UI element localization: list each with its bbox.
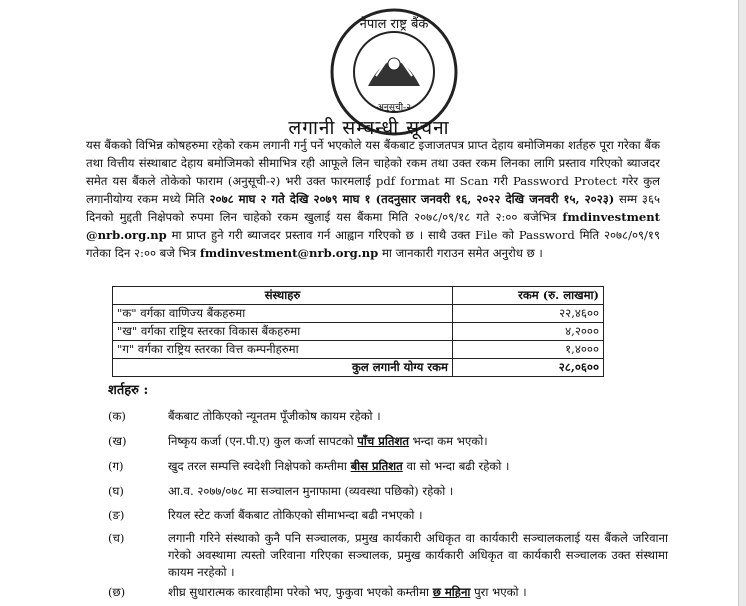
condition-mark: (ङ)	[108, 508, 125, 522]
password-email: fmdinvestment@nrb.org.np	[199, 246, 379, 260]
header-amount: रकम (रु. लाखमा)	[453, 287, 604, 305]
condition-emphasis: बीस प्रतिशत	[350, 459, 403, 473]
condition-mark: (घ)	[108, 484, 124, 498]
condition-text: शीघ्र सुधारात्मक कारवाहीमा परेको भए, फुकुवा भएको कम्तीमा	[168, 585, 429, 599]
table-row	[113, 305, 604, 323]
table-header-row	[113, 287, 604, 305]
condition-text-end: वा सो भन्दा बढी रहेको ।	[406, 459, 510, 473]
row-label: "क" वर्गका वाणिज्य बैंकहरुमा	[113, 305, 453, 323]
row-amount: २२,४६००	[453, 305, 604, 323]
table-row	[113, 341, 604, 359]
intro-text-1: यस बैंकको विभिन्न कोषहरुमा रहेको रकम लगानी गर्नु पर्ने भएकोले यस बैंकबाट इजाजतपत्र प्राप्त देहाय बमोजिमका शर्तहरु पूरा गरेका बैंक तथा वित्तीय संस्थाबाट देहाय बमोजिमको सीमाभित्र रही आफूले लिन चाहेको रकम तथा उक्त रकम लिनका लागि प्रस्ताव गरिएको ब्याजदर समेत यस बैंकले तोकेको फाराम (अनुसूची-२) भरी उक्त फारमलाई pdf format मा Scan गरी Password Protect गरेर कुल लगानीयोग्य रकम मध्ये मिति	[86, 138, 660, 206]
total-label: कुल लगानी योग्य रकम	[113, 359, 453, 377]
total-amount: २८,०६००	[453, 359, 604, 377]
intro-text-2: सम्म ३६५ दिनको मुद्दती निक्षेपको रुपमा लिन चाहेको रकम खुलाई यस बैंकमा मिति २०७८/०९/१८ गते २:०० बजेभित्र	[86, 192, 661, 224]
intro-paragraph	[86, 136, 660, 262]
submission-email: fmdinvestment @nrb.org.np	[86, 210, 660, 242]
condition-emphasis: पाँच प्रतिशत	[357, 434, 409, 448]
condition-text-end: पुरा भएको ।	[474, 585, 527, 599]
condition-item	[108, 507, 668, 524]
condition-item	[108, 483, 668, 500]
condition-item	[108, 433, 668, 450]
row-label: "ग" वर्गका राष्ट्रिय स्तरका वित्त कम्पनीहरुमा	[113, 341, 453, 359]
condition-item	[108, 530, 668, 581]
header-institutions: संस्थाहरु	[113, 287, 453, 305]
table-total-row	[113, 359, 604, 377]
condition-mark: (क)	[108, 409, 126, 423]
row-amount: १,४०००	[453, 341, 604, 359]
condition-emphasis: छ महिना	[432, 585, 471, 599]
condition-mark: (ख)	[108, 434, 127, 448]
condition-text: बैंकबाट तोकिएको न्यूनतम पूँजीकोष कायम रहेको ।	[168, 409, 381, 423]
table-row	[113, 323, 604, 341]
intro-text-4: मा जानकारी गराउन समेत अनुरोध छ ।	[381, 246, 543, 260]
row-amount: ४,२०००	[453, 323, 604, 341]
page-title: लगानी सम्बन्धी सूचना	[288, 117, 450, 139]
condition-text: लगानी गरिने संस्थाको कुनै पनि सञ्चालक, प्रमुख कार्यकारी अधिकृत वा कार्यकारी सञ्चालकलाई यस बैंकले जरिवाना गरेको अवस्थामा त्यस्तो जरिवाना गरिएका सञ्चालक, प्रमुख कार्यकारी अधिकृत वा कार्यकारी सञ्चालक उक्त संस्थामा कायम नरहेको ।	[168, 531, 668, 579]
condition-text: निष्कृय कर्जा (एन.पी.ए) कुल कर्जा सापटको	[168, 434, 354, 448]
condition-text: आ.व. २०७७/०७८ मा सञ्चालन मुनाफामा (व्यवस्था पछिको) रहेको ।	[168, 484, 454, 498]
condition-item	[108, 408, 668, 425]
conditions-heading: शर्तहरु :	[108, 383, 149, 398]
seal-dept-text: अनुसूची-२	[377, 103, 411, 113]
condition-text: खुद तरल सम्पत्ति स्वदेशी निक्षेपको कम्तीमा	[168, 459, 347, 473]
condition-text-end: भन्दा कम भएको।	[412, 434, 488, 448]
condition-item	[108, 584, 668, 601]
row-label: "ख" वर्गका राष्ट्रिय स्तरका विकास बैंकहरुमा	[113, 323, 453, 341]
intro-text-3: मा प्राप्त हुने गरी ब्याजदर प्रस्ताव गर्न आह्वान गरिएको छ । साथै उक्त File को Password मिति २०७८/०९/१९ गतेका दिन २:०० बजे भित्र	[86, 228, 660, 260]
condition-item	[108, 458, 668, 475]
intro-date-range: २०७८ माघ २ गते देखि २०७९ माघ १ (तदनुसार जनवरी १६, २०२२ देखि जनवरी १५, २०२३)	[209, 192, 615, 206]
condition-mark: (छ)	[108, 585, 126, 599]
condition-mark: (ग)	[108, 459, 124, 473]
condition-text: रियल स्टेट कर्जा बैंकबाट तोकिएको सीमाभन्दा बढी नभएको ।	[168, 508, 423, 522]
seal-name-text: नेपाल राष्ट्र बैंक	[359, 17, 429, 32]
condition-mark: (च)	[108, 531, 125, 545]
investment-table	[112, 286, 604, 377]
